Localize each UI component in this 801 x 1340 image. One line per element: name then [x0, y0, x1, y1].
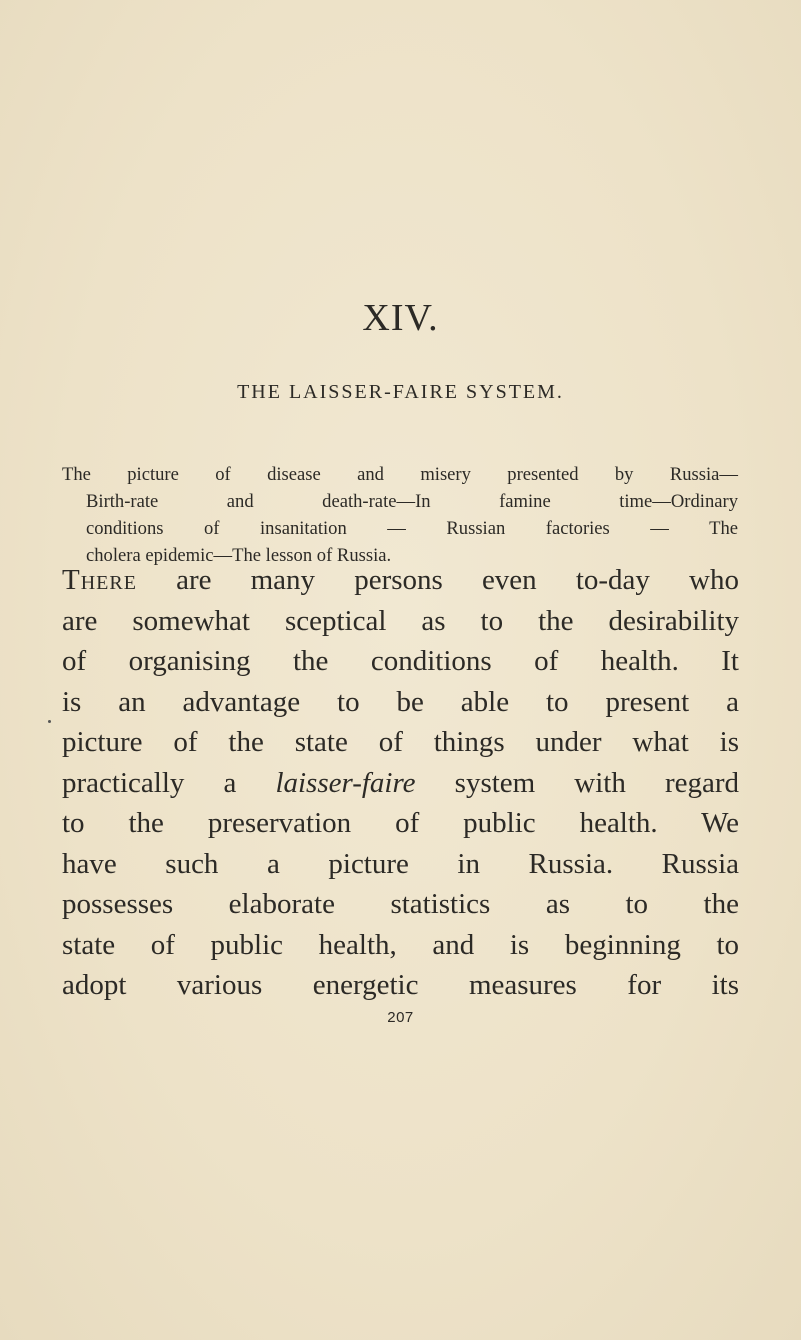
synopsis-line: cholera epidemic—The lesson of Russia. [86, 545, 392, 566]
body-line: of organising the conditions of health. It [62, 645, 739, 677]
body-paragraph [62, 560, 739, 1006]
margin-mark [48, 720, 51, 723]
body-line [62, 560, 739, 601]
chapter-title: THE LAISSER-FAIRE SYSTEM. [237, 381, 564, 403]
body-line-text: practically a [62, 766, 276, 799]
synopsis-line: conditions of insanitation — Russian factories — The [86, 518, 738, 539]
body-line: state of public health, and is beginning to [62, 928, 739, 961]
body-line-text: are many persons even to-day who [136, 564, 739, 596]
body-line: possesses elaborate statistics as to the [62, 888, 739, 920]
chapter-number: XIV. [362, 297, 439, 339]
body-line: have such a picture in Russia. Russia [62, 847, 739, 880]
synopsis-line: The picture of disease and misery presented by Russia— [62, 464, 738, 485]
chapter-synopsis [62, 461, 738, 569]
synopsis-line: Birth-rate and death-rate—In famine time—Ordinary [86, 491, 738, 512]
body-line: adopt various energetic measures for its [62, 969, 739, 1001]
body-line-text: system with regard [415, 766, 740, 799]
body-line: picture of the state of things under what is [62, 726, 739, 758]
body-line: are somewhat sceptical as to the desirability [62, 604, 739, 637]
body-line [62, 763, 739, 804]
body-line: is an advantage to be able to present a [62, 685, 739, 718]
italic-term: laisser-faire [275, 766, 416, 799]
page-number: 207 [387, 1009, 414, 1026]
drop-word: There [62, 564, 137, 596]
body-line: to the preservation of public health. We [62, 807, 739, 839]
